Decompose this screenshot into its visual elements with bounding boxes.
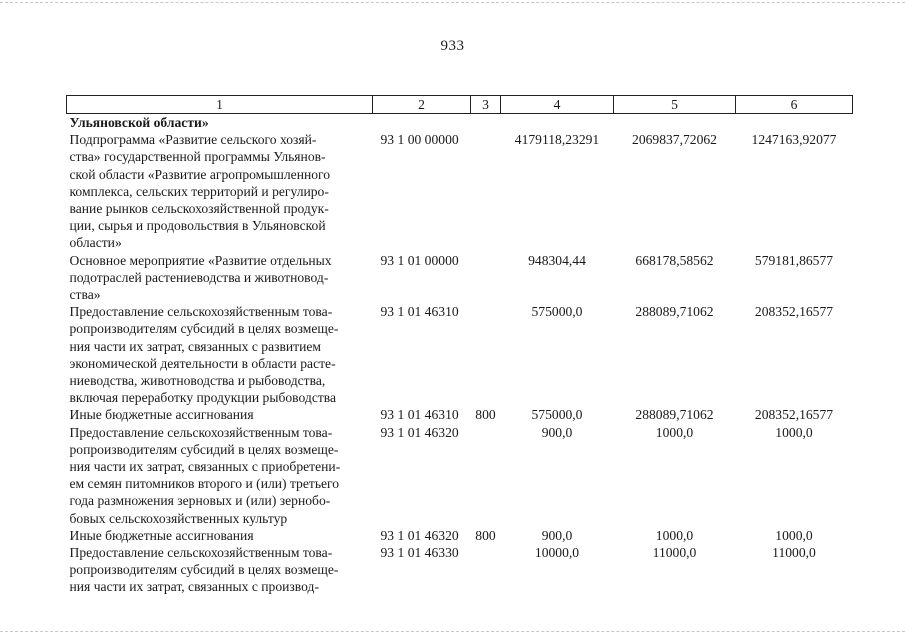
description-line: ской области «Развитие агропромышленного <box>69 166 331 182</box>
description-line: Предоставление сельскохозяйственным това- <box>69 545 333 561</box>
description-line: Предоставление сельскохозяйственным това- <box>69 424 333 440</box>
row-value-col6: 208352,16577 <box>754 407 834 423</box>
row-code: 93 1 01 46310 <box>380 407 459 423</box>
row-description <box>67 131 373 251</box>
scan-border-top <box>0 2 905 3</box>
row-expense-type <box>471 252 501 304</box>
row-value-col5: 11000,0 <box>652 545 697 561</box>
description-line: подотраслей растениеводства и животновод- <box>69 269 329 285</box>
row-code: 93 1 01 46310 <box>380 304 459 320</box>
row-value-col5: 288089,71062 <box>635 304 714 320</box>
row-value-col6 <box>736 114 853 132</box>
description-line: ропроизводителям субсидий в целях возмеще- <box>69 321 339 337</box>
row-code: 93 1 01 46330 <box>380 545 459 561</box>
row-value-col4: 900,0 <box>541 424 573 440</box>
row-code: 93 1 01 00000 <box>380 252 459 268</box>
row-value-col4: 900,0 <box>541 527 573 543</box>
row-value-col5: 1000,0 <box>655 527 694 543</box>
description-line: ния части их затрат, связанных с приобретени- <box>69 459 341 475</box>
row-value-col4: 10000,0 <box>534 545 580 561</box>
header-col-4: 4 <box>501 96 614 114</box>
description-line: Основное мероприятие «Развитие отдельных <box>69 252 332 268</box>
description-line: области» <box>69 235 122 251</box>
row-description <box>67 406 373 423</box>
row-expense-type <box>471 114 501 132</box>
table-row <box>67 303 853 406</box>
description-line: года размножения зерновых и (или) зернобо- <box>69 493 331 509</box>
row-value-col5: 1000,0 <box>655 424 694 440</box>
row-value-col6: 1000,0 <box>775 424 813 440</box>
description-line: включая переработку продукции рыбоводства <box>69 390 337 406</box>
description-line: Предоставление сельскохозяйственным това- <box>69 304 333 320</box>
row-description <box>67 252 373 304</box>
table-row <box>67 544 853 596</box>
header-col-1: 1 <box>67 96 373 114</box>
description-line: ниеводства, животноводства и рыбоводства, <box>69 373 326 389</box>
description-line: Ульяновской области» <box>69 115 209 130</box>
row-value-col6: 208352,16577 <box>754 304 834 320</box>
row-description <box>67 544 373 596</box>
row-code: 93 1 00 00000 <box>380 132 459 148</box>
description-line: ния части их затрат, связанных с производ- <box>69 579 319 595</box>
table-header-row <box>67 96 853 114</box>
row-value-col6: 579181,86577 <box>754 252 834 268</box>
row-code <box>373 114 471 132</box>
row-value-col5: 2069837,72062 <box>632 132 717 148</box>
description-line: ния части их затрат, связанных с развитием <box>69 338 322 354</box>
description-line: бовых сельскохозяйственных культур <box>69 510 288 526</box>
row-value-col6: 1000,0 <box>775 527 813 543</box>
row-value-col5: 288089,71062 <box>635 407 714 423</box>
description-line: ропроизводителям субсидий в целях возмеще- <box>69 562 339 578</box>
row-value-col4 <box>501 114 614 132</box>
header-col-2: 2 <box>373 96 471 114</box>
table-row <box>67 424 853 527</box>
row-expense-type <box>471 131 501 251</box>
table-row <box>67 252 853 304</box>
description-line: ем семян питомников второго и (или) третьего <box>69 476 340 492</box>
description-line: ства» государственной программы Ульянов- <box>69 149 326 165</box>
description-line: экономической деятельности в области расте- <box>69 355 336 371</box>
row-expense-type: 800 <box>475 407 496 423</box>
row-description <box>67 114 373 132</box>
row-value-col5 <box>614 114 736 132</box>
row-value-col4: 575000,0 <box>531 407 583 423</box>
table-row <box>67 114 853 132</box>
description-line: ропроизводителям субсидий в целях возмеще- <box>69 441 339 457</box>
table-row <box>67 527 853 544</box>
header-col-6: 6 <box>736 96 853 114</box>
row-value-col4: 4179118,23291 <box>514 132 600 148</box>
row-value-col6: 11000,0 <box>772 545 816 561</box>
row-description <box>67 527 373 544</box>
row-expense-type <box>471 303 501 406</box>
table-row <box>67 406 853 423</box>
table-row <box>67 131 853 251</box>
row-description <box>67 424 373 527</box>
row-description <box>67 303 373 406</box>
table-body <box>67 96 853 596</box>
description-line: ства» <box>69 287 101 303</box>
description-line: Иные бюджетные ассигнования <box>69 407 254 423</box>
row-code: 93 1 01 46320 <box>380 527 459 543</box>
row-code: 93 1 01 46320 <box>380 424 459 440</box>
description-line: Иные бюджетные ассигнования <box>69 527 254 543</box>
row-value-col6: 1247163,92077 <box>751 132 837 148</box>
header-col-5: 5 <box>614 96 736 114</box>
budget-table <box>66 95 853 596</box>
description-line: Подпрограмма «Развитие сельского хозяй- <box>69 132 317 148</box>
row-expense-type: 800 <box>475 527 496 543</box>
row-value-col5: 668178,58562 <box>635 252 714 268</box>
scan-border-bottom <box>0 631 905 632</box>
description-line: комплекса, сельских территорий и регулиро- <box>69 183 329 199</box>
row-value-col4: 575000,0 <box>531 304 583 320</box>
row-expense-type <box>471 544 501 596</box>
description-line: ции, сырья и продовольствия в Ульяновской <box>69 218 326 234</box>
row-expense-type <box>471 424 501 527</box>
row-value-col4: 948304,44 <box>528 252 586 268</box>
description-line: вание рынков сельскохозяйственной продук- <box>69 201 329 217</box>
header-col-3: 3 <box>471 96 501 114</box>
page-number: 933 <box>440 38 465 54</box>
